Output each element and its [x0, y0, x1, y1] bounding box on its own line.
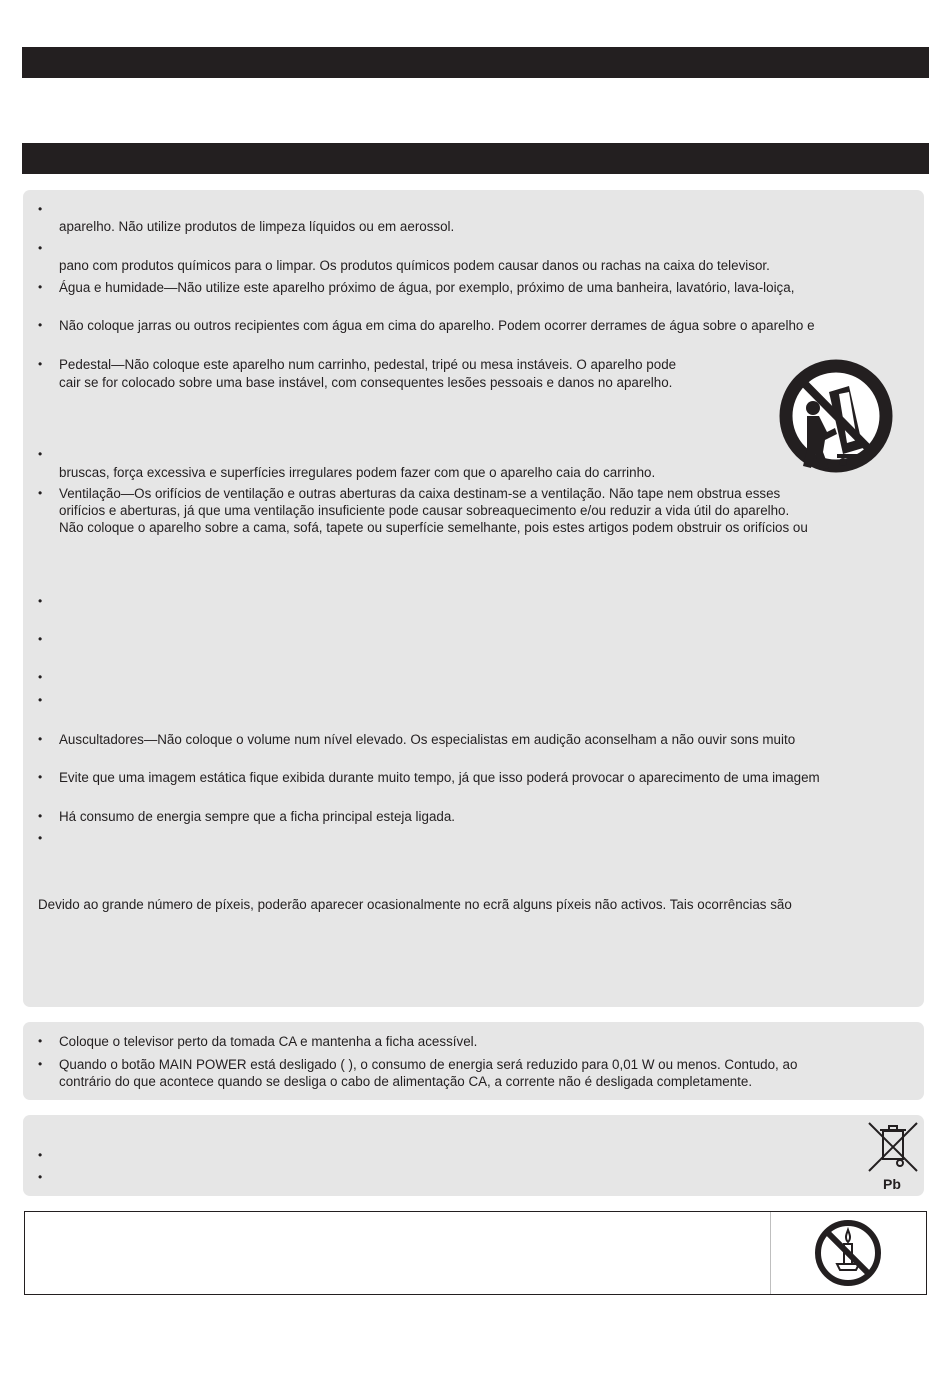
item-text: Evite que uma imagem estática fique exibida durante muito tempo, já que isso poderá provocar o aparecimento de uma imagem: [59, 770, 820, 785]
warning-box: [24, 1211, 927, 1295]
bullet: •: [38, 1148, 43, 1162]
bullet: •: [38, 732, 43, 746]
item-text: Ventilação—Os orifícios de ventilação e outras aberturas da caixa destinam-se a ventilação. Não tape nem obstrua esses: [59, 486, 781, 501]
item-text: Pedestal—Não coloque este aparelho num carrinho, pedestal, tripé ou mesa instáveis. O aparelho pode: [59, 357, 677, 372]
item-text: Auscultadores—Não coloque o volume num nível elevado. Os especialistas em audição aconselham a não ouvir sons muito: [59, 732, 796, 747]
bullet: •: [38, 318, 43, 332]
bullet: •: [38, 280, 43, 294]
bullet: •: [38, 831, 43, 845]
item-text: Coloque o televisor perto da tomada CA e mantenha a ficha acessível.: [59, 1034, 478, 1049]
bullet: •: [38, 1170, 43, 1184]
bullet: •: [38, 809, 43, 823]
bullet: •: [38, 357, 43, 371]
item-text: contrário do que acontece quando se desliga o cabo de alimentação CA, a corrente não é desligada completamente.: [59, 1074, 753, 1089]
no-candle-icon: [811, 1218, 885, 1290]
item-text: orifícios e aberturas, já que uma ventilação insuficiente pode causar sobreaquecimento e/ou reduzir a vida útil do aparelho.: [59, 503, 790, 518]
item-text: aparelho. Não utilize produtos de limpeza líquidos ou em aerossol.: [59, 219, 455, 234]
item-text: Quando o botão MAIN POWER está desligado ( ), o consumo de energia será reduzido para 0,01 W ou menos. Contudo, ao: [59, 1057, 798, 1072]
pb-label: Pb: [883, 1176, 901, 1192]
bullet: •: [38, 670, 43, 684]
header-bar-top: [22, 47, 929, 78]
bullet: •: [38, 486, 43, 500]
pixel-note: Devido ao grande número de píxeis, poderão aparecer ocasionalmente no ecrã alguns píxeis não activos. Tais ocorrências são: [38, 897, 792, 912]
bullet: •: [38, 632, 43, 646]
bullet: •: [38, 693, 43, 707]
disposal-panel: [23, 1115, 924, 1196]
item-text: cair se for colocado sobre uma base instável, com consequentes lesões pessoais e danos no aparelho.: [59, 375, 673, 390]
bullet: •: [38, 770, 43, 784]
crossed-out-wheelie-bin-icon: [865, 1119, 921, 1175]
warning-divider: [770, 1212, 771, 1294]
cart-tip-over-warning-icon: [777, 356, 897, 476]
safety-panel: [23, 190, 924, 1007]
bullet: •: [38, 1034, 43, 1048]
item-text: bruscas, força excessiva e superfícies irregulares podem fazer com que o aparelho caia do carrinho.: [59, 465, 656, 480]
bullet: •: [38, 1057, 43, 1071]
item-text: Não coloque jarras ou outros recipientes com água em cima do aparelho. Podem ocorrer derrames de água sobre o aparelho e: [59, 318, 815, 333]
item-text: Água e humidade—Não utilize este aparelho próximo de água, por exemplo, próximo de uma banheira, lavatório, lava-loiça,: [59, 280, 795, 295]
bullet: •: [38, 202, 43, 216]
bullet: •: [38, 241, 43, 255]
header-bar-section: [22, 143, 929, 174]
bullet: •: [38, 447, 43, 461]
bullet: •: [38, 594, 43, 608]
item-text: Não coloque o aparelho sobre a cama, sofá, tapete ou superfície semelhante, pois estes artigos podem obstruir os orifícios ou: [59, 520, 808, 535]
item-text: pano com produtos químicos para o limpar. Os produtos químicos podem causar danos ou rachas na caixa do televisor.: [59, 258, 770, 273]
item-text: Há consumo de energia sempre que a ficha principal esteja ligada.: [59, 809, 456, 824]
